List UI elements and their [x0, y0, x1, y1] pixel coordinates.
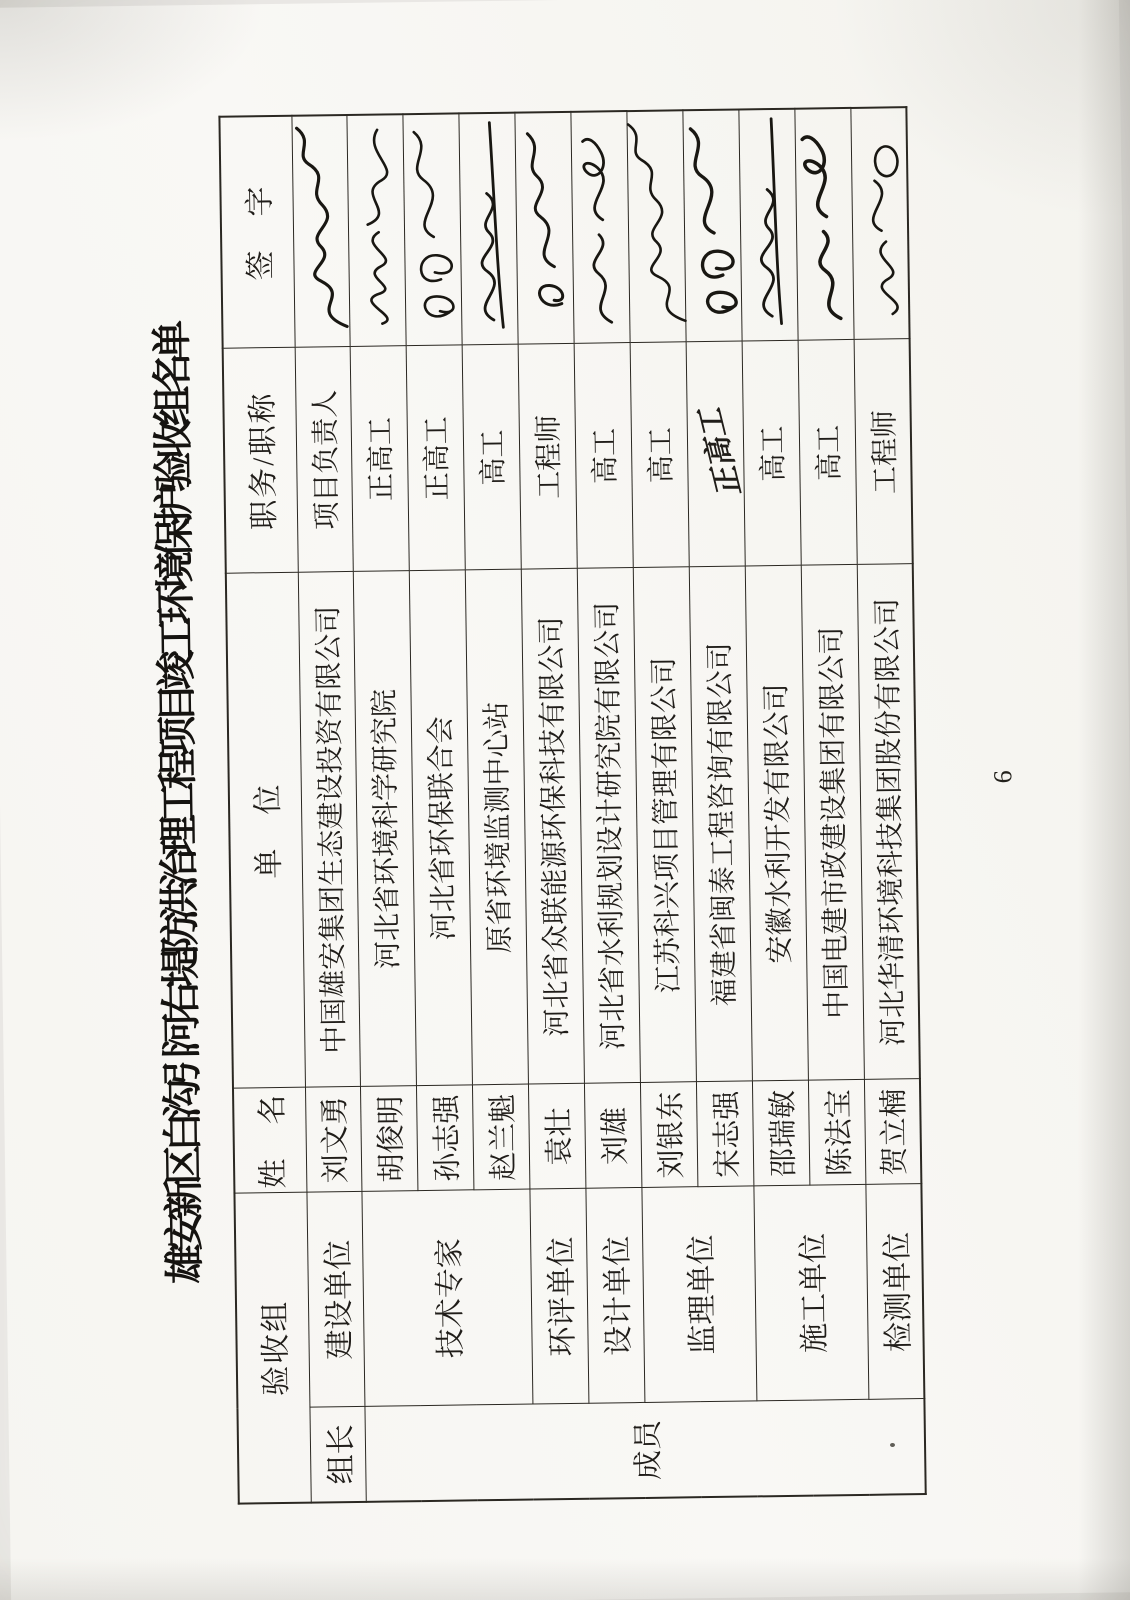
title-text-handwritten: 正高工: [693, 405, 748, 501]
unit-cell: 河北华清环境科技集团股份有限公司: [857, 564, 920, 1080]
unit-cell: 河北省水利规划设计研究院有限公司: [577, 568, 640, 1084]
signature-cell: [682, 110, 741, 343]
signature-cell: [458, 113, 517, 346]
type-cell: 技术专家: [361, 1190, 532, 1407]
title-cell: [295, 347, 353, 573]
title-text: 正高工: [365, 416, 398, 502]
header-cell-group: 验收组: [234, 1193, 310, 1504]
title-cell: [742, 341, 801, 567]
role-cell: 组长: [309, 1407, 365, 1503]
title-text: 高工: [589, 427, 622, 485]
title-cell: [630, 342, 689, 568]
name-cell: 袁壮: [528, 1084, 585, 1190]
signature-scribble: [795, 109, 852, 340]
type-cell: 建设单位: [306, 1192, 364, 1408]
type-cell: 施工单位: [753, 1185, 868, 1402]
title-cell: [686, 341, 748, 567]
signature-scribble: [347, 115, 404, 346]
title-text: 工程师: [869, 409, 902, 495]
title-text: 项目负责人: [309, 389, 343, 531]
name-cell: 刘银东: [640, 1082, 697, 1188]
unit-cell: 福建省闽泰工程咨询有限公司: [689, 566, 752, 1082]
header-cell-name: 姓 名: [233, 1088, 306, 1194]
name-cell: 刘文勇: [305, 1087, 361, 1193]
unit-cell: 江苏科兴项目管理有限公司: [633, 567, 696, 1083]
unit-cell: 安徽水利开发有限公司: [745, 566, 808, 1082]
page-title: 雄安新区白沟引河右堤防洪治理工程项目竣工环境保护验收组名单: [149, 326, 208, 1285]
unit-cell: 河北省众联能源环保科技有限公司: [521, 569, 584, 1085]
title-cell: [518, 344, 577, 570]
signature-scribble: [459, 114, 516, 345]
title-text: 高工: [813, 424, 846, 481]
signature-scribble: [292, 116, 349, 347]
title-cell: [462, 345, 521, 571]
title-cell: [574, 343, 633, 569]
signature-scribble: [403, 114, 460, 345]
page-number: 6: [988, 770, 1018, 784]
name-cell: 陈法宝: [808, 1080, 865, 1186]
acceptance-table-body: [219, 107, 925, 1503]
type-cell: 设计单位: [585, 1188, 644, 1404]
unit-cell: 河北省环境科学研究院: [353, 571, 416, 1087]
unit-cell: 河北省环保联合会: [409, 570, 472, 1086]
unit-cell: 中国电建市政建设集团有限公司: [801, 565, 864, 1081]
signature-scribble: [515, 113, 572, 344]
name-cell: 赵兰魁: [472, 1085, 529, 1191]
unit-cell: 中国雄安集团生态建设投资有限公司: [298, 572, 360, 1088]
title-text: 正高工: [421, 416, 454, 501]
type-cell: 检测单位: [865, 1184, 924, 1400]
signature-scribble: [851, 108, 908, 339]
name-cell: 胡俊明: [360, 1086, 417, 1192]
name-cell: 邵瑞敏: [752, 1081, 809, 1187]
title-text: 工程师: [533, 414, 566, 499]
title-text: 高工: [477, 429, 510, 486]
role-cell: 成员: [364, 1399, 925, 1502]
header-cell-title: 职务/职称: [223, 348, 298, 574]
acceptance-table: [218, 106, 926, 1504]
signature-scribble: [739, 110, 796, 341]
name-cell: 刘雄: [584, 1083, 641, 1189]
name-cell: 孙志强: [416, 1085, 473, 1191]
name-cell: 宋志强: [696, 1081, 753, 1187]
title-text: 高工: [757, 425, 790, 482]
title-cell: [406, 345, 465, 571]
type-cell: 监理单位: [641, 1186, 756, 1403]
title-cell: [798, 340, 857, 566]
unit-cell: 原省环境监测中心站: [465, 570, 528, 1086]
signature-cell: [402, 113, 461, 346]
signature-cell: [738, 109, 797, 342]
title-cell: [854, 339, 913, 565]
signature-cell: [346, 114, 405, 347]
signature-cell: [794, 108, 853, 341]
signature-cell: [514, 112, 573, 345]
header-cell-unit: 单 位: [226, 573, 305, 1089]
header-cell-signature: 签 字: [219, 116, 294, 349]
title-cell: [350, 346, 409, 572]
type-cell: 环评单位: [529, 1189, 588, 1405]
title-text: 高工: [645, 426, 678, 484]
signature-cell: [291, 115, 349, 348]
signature-cell: [850, 107, 909, 340]
name-cell: 贺立楠: [864, 1079, 921, 1185]
signature-scribble: [683, 111, 740, 342]
